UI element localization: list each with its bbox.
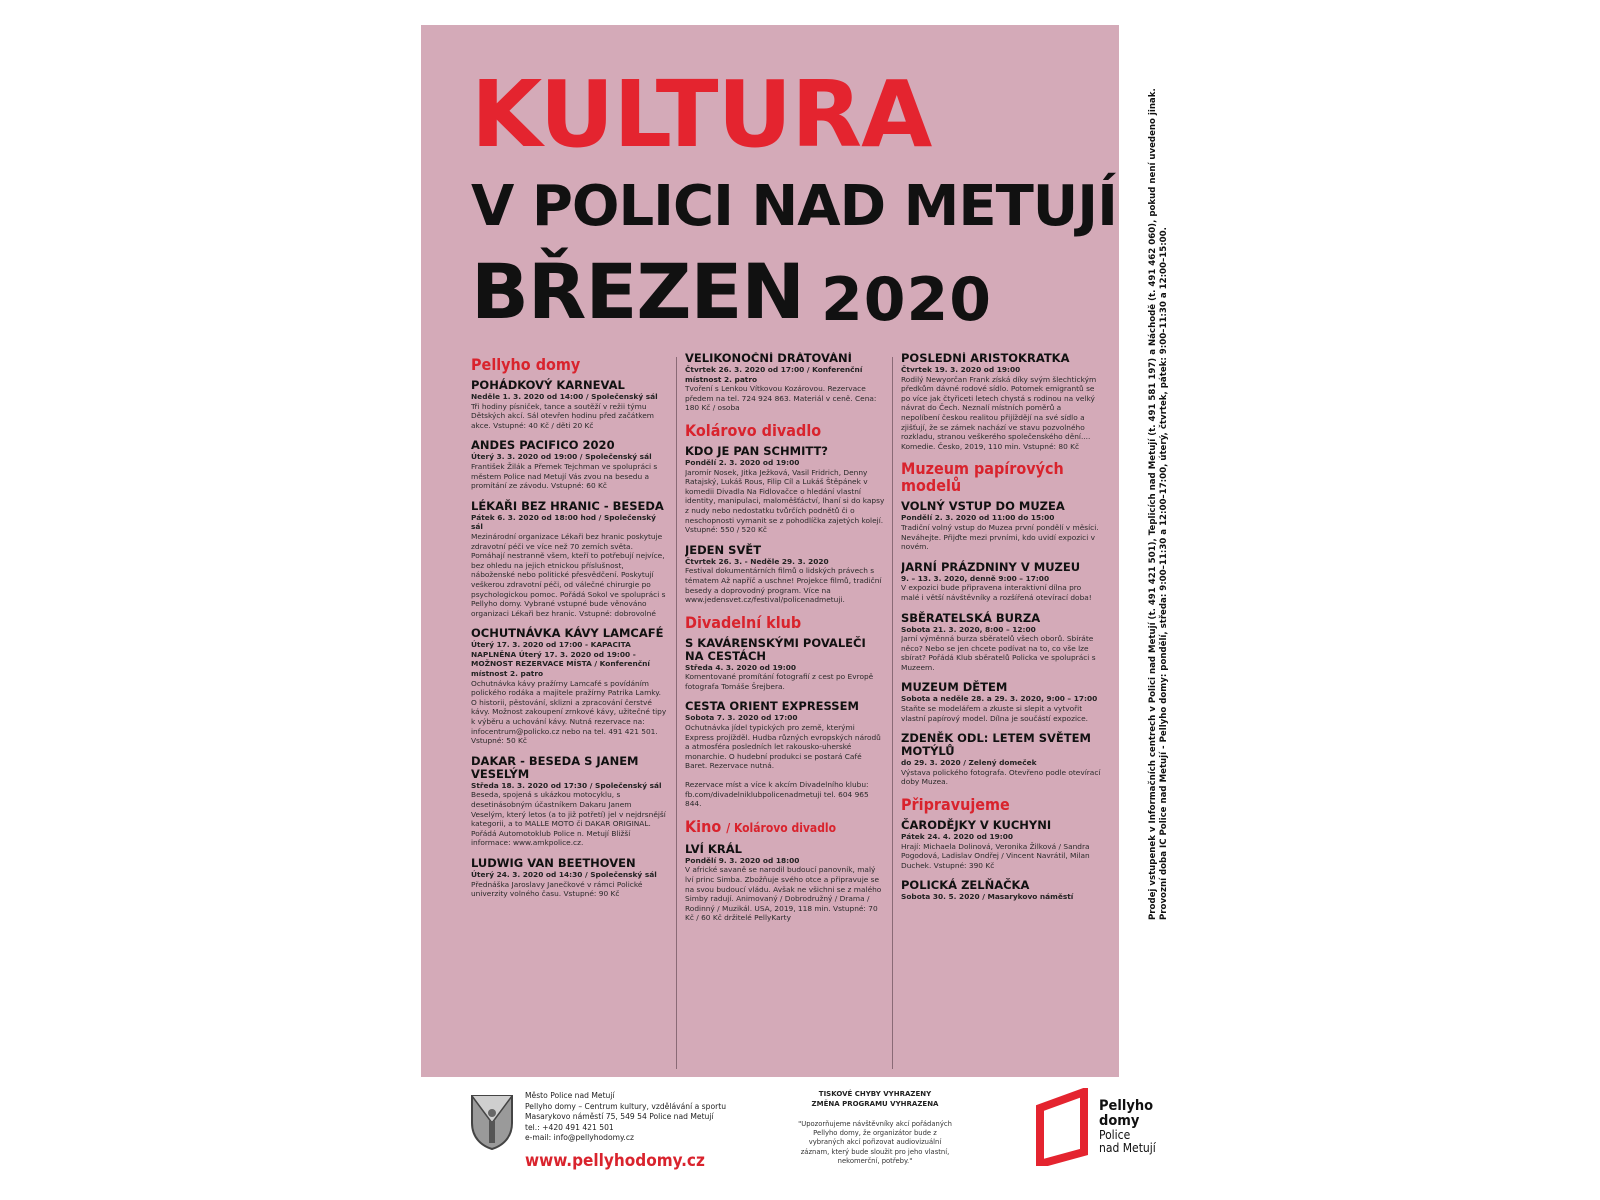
event-text: František Žilák a Přemek Tejchman ve spolupráci s městem Police nad Metují Vás zvou na besedu a promítání ze závodu. Vstupné: 60 Kč: [471, 461, 658, 491]
event: [901, 819, 1101, 870]
city-crest-icon: [469, 1093, 515, 1151]
column-pellyho-domy: [471, 352, 667, 1072]
event-meta: Středa 4. 3. 2020 od 19:00: [685, 662, 797, 672]
event-title: DAKAR - BESEDA S JANEM VESELÝM: [471, 753, 639, 781]
event-text: Festival dokumentárních filmů o lidských právech s tématem Až napříč a uschne! Projekce filmů, tradiční besedy a doprovodný program. Více na www.jedensvet.cz/festival/policenadmetuji.: [685, 566, 882, 605]
event: [901, 879, 1101, 902]
event: [685, 637, 885, 692]
side-line-1: Prodej vstupenek v Informačních centrech v Polici nad Metují (t. 491 421 501), Teplicích nad Metují (t. 491 581 197) a Náchodě (t. 491 462 060), pokud není uvedeno jinak.: [1148, 88, 1158, 920]
event: [685, 700, 885, 771]
event-meta: do 29. 3. 2020 / Zelený domeček: [901, 758, 1037, 768]
club-note: Rezervace míst a více k akcím Divadelního klubu: fb.com/divadelniklubpolicenadmetuji tel. 604 965 844.: [685, 780, 869, 809]
side-line-2: Provozní doba IC Police nad Metují - Pellyho domy: pondělí, středa: 9:00–11:30 a 12:00–17:00, úterý, čtvrtek, pátek: 9:00–11:30 a 12:00–15:00.: [1159, 227, 1169, 920]
event-meta: Úterý 3. 3. 2020 od 19:00 / Společenský sál: [471, 452, 652, 462]
column-divider: [676, 357, 677, 1069]
event-meta: Sobota 21. 3. 2020, 8:00 – 12:00: [901, 624, 1036, 634]
event: [471, 627, 667, 746]
event-meta: Čtvrtek 26. 3. - Neděle 29. 3. 2020: [685, 556, 829, 566]
event-title: ZDENĚK ODL: LETEM SVĚTEM MOTÝLŮ: [901, 731, 1091, 759]
event: [901, 561, 1101, 603]
address-line: tel.: +420 491 421 501: [525, 1122, 614, 1132]
event-meta: Pátek 24. 4. 2020 od 19:00: [901, 832, 1014, 842]
event-text: Výstava polického fotografa. Otevřeno podle otevírací doby Muzea.: [901, 767, 1101, 787]
event-meta: Sobota 7. 3. 2020 od 17:00: [685, 713, 798, 723]
event-text: Komentované promítání fotografií z cest po Evropě fotografa Tomáše Šrejbera.: [685, 672, 874, 691]
event-meta: Sobota 30. 5. 2020 / Masarykovo náměstí: [901, 892, 1074, 902]
event-meta: 9. – 13. 3. 2020, denně 9:00 – 17:00: [901, 573, 1050, 583]
event-text: Jarní výměnná burza sběratelů všech oborů. Sbíráte něco? Nebo se jen chcete podívat na to, co vše lze sbírat? Pořádá Klub sběratelů Policka ve spolupráci s Muzeem.: [901, 634, 1096, 672]
logo-line: Police: [1099, 1128, 1131, 1142]
section-heading: Kolárovo divadlo: [685, 420, 822, 440]
logo-line: Pellyho: [1099, 1098, 1154, 1114]
event: [471, 500, 667, 619]
event-meta: Sobota a neděle 28. a 29. 3. 2020, 9:00 – 17:00: [901, 694, 1098, 704]
event: [685, 544, 885, 605]
pellyho-domy-logo-text: [1099, 1099, 1156, 1155]
event-meta: Úterý 17. 3. 2020 od 17:00 - KAPACITA NAPLNĚNA Úterý 17. 3. 2020 od 19:00 - MOŽNOST REZERVACE MÍSTA / Konferenční místnost 2. patro: [471, 640, 650, 679]
event-meta: Pondělí 2. 3. 2020 od 19:00: [685, 457, 800, 467]
title-place: V POLICI NAD METUJÍ: [471, 174, 1117, 239]
column-right: [901, 352, 1101, 1072]
event-title: ČARODĚJKY V KUCHYNI: [901, 818, 1052, 833]
event-text: Staňte se modelářem a zkuste si slepit a vytvořit vlastní papírový model. Dílna je součástí expozice.: [901, 704, 1088, 723]
event-meta: Pátek 6. 3. 2020 od 18:00 hod / Společenský sál: [471, 512, 656, 532]
event-title: POSLEDNÍ ARISTOKRATKA: [901, 352, 1070, 365]
event-title: SBĚRATELSKÁ BURZA: [901, 610, 1041, 625]
event: [901, 612, 1101, 673]
event-meta: Úterý 24. 3. 2020 od 14:30 / Společenský sál: [471, 869, 657, 879]
event-title: ANDES PACIFICO 2020: [471, 438, 615, 453]
event-title: S KAVÁRENSKÝMI POVALEČI NA CESTÁCH: [685, 635, 866, 663]
footer-address: [525, 1091, 755, 1144]
event-meta: Středa 18. 3. 2020 od 17:30 / Společenský sál: [471, 780, 662, 790]
event-text: Beseda, spojená s ukázkou motocyklu, s desetinásobným účastníkem Dakaru Janem Veselým, který letos (a to již potřetí) jel v nejdrsnější kategorii, a to MALLE MOTO či DAKAR ORIGINAL. Pořádá Automotoklub Police n. Metují Bližší informace: www.amkpolice.cz.: [471, 790, 666, 848]
column-divider: [892, 357, 893, 1069]
event-title: CESTA ORIENT EXPRESSEM: [685, 699, 859, 714]
event: [685, 843, 885, 923]
event-title: JARNÍ PRÁZDNINY V MUZEU: [901, 559, 1081, 574]
section-heading: [685, 818, 885, 837]
event: [901, 352, 1101, 451]
poster: [421, 25, 1119, 1077]
event-title: LÉKAŘI BEZ HRANIC - BESEDA: [471, 498, 664, 513]
event-title: POLICKÁ ZELŇAČKA: [901, 878, 1030, 893]
address-line: Město Police nad Metují: [525, 1091, 615, 1100]
recording-notice: "Upozorňujeme návštěvníky akcí pořádaných Pellyho domy, že organizátor bude z vybraných akcí pořizovat audiovizuální záznam, který bude sloužit pro jeho vlastní, nekomerční, potřeby.": [798, 1120, 952, 1165]
event-meta: Čtvrtek 19. 3. 2020 od 19:00: [901, 365, 1021, 374]
event-text: Tři hodiny písniček, tance a soutěží v režii týmu Dětských akcí. Sál otevřen hodinu před začátkem akce. Vstupné: 40 Kč / děti 20 Kč: [471, 401, 655, 430]
section-subheading: / Kolárovo divadlo: [726, 820, 837, 835]
event-title: MUZEUM DĚTEM: [901, 680, 1008, 695]
event-title: VELIKONOČNÍ DRÁTOVÁNÍ: [685, 352, 852, 365]
address-line: e-mail: info@pellyhodomy.cz: [525, 1133, 635, 1142]
address-line: Masarykovo náměstí 75, 549 54 Police nad Metují: [525, 1112, 714, 1121]
event: [471, 439, 667, 490]
event-text: Ochutnávka jídel typických pro země, kterými Express projížděl. Hudba různých evropských národů a atmosféra posledních let rakousko-uherské monarchie. O hudební produkci se postará Café Baret. Rezervace nutná.: [685, 723, 881, 771]
event-title: LVÍ KRÁL: [685, 841, 742, 856]
section-heading-kino: Kino: [685, 816, 722, 836]
event-text: Ochutnávka kávy pražírny Lamcafé s povídáním polického rodáka a majitele pražírny Patrika Lamky. O historii, pěstování, sklizni a zpracování čerstvé kávy. Možnost zakoupení zrnkové kávy, užitečné tipy k výběru a uchování kávy. Nutná rezervace na: infocentrum@policko.cz nebo na tel. 491 421 501. Vstupné: 50 Kč: [471, 678, 667, 746]
event-meta: Pondělí 2. 3. 2020 od 11:00 do 15:00: [901, 513, 1055, 523]
event-title: POHÁDKOVÝ KARNEVAL: [471, 378, 625, 392]
event-text: Hrají: Michaela Dolinová, Veronika Žilková / Sandra Pogodová, Ladislav Ondřej / Vincent Navrátil, Milan Duchek. Vstupné: 390 Kč: [901, 841, 1090, 870]
section-heading: Divadelní klub: [685, 612, 802, 632]
event: [685, 352, 885, 413]
disclaimer-title: [800, 1090, 950, 1109]
side-ticket-info: [1148, 20, 1170, 920]
website-link[interactable]: www.pellyhodomy.cz: [525, 1151, 705, 1171]
disclaimer-line: TISKOVÉ CHYBY VYHRAZENY: [818, 1090, 932, 1098]
event-meta: Čtvrtek 26. 3. 2020 od 17:00 / Konferenční místnost 2. patro: [685, 365, 863, 384]
event-meta: Pondělí 9. 3. 2020 od 18:00: [685, 855, 800, 865]
event: [901, 681, 1101, 723]
title-kultura: KULTURA: [471, 61, 932, 168]
event-text: Rodilý Newyorčan Frank získá díky svým šlechtickým předkům dávné rodové sídlo. Potomek emigrantů se po více jak čtyřiceti letech chystá s rodinou na velký návrat do Čech. Neznalí místních poměrů a nepolíbení českou realitou přijíždějí na své sídlo a zjišťují, že se zámek nachází ve stavu pozvolného rozkladu, stranou veškerého společenského dění.... Komedie. Česko, 2019, 110 min. Vstupné: 80 Kč: [901, 374, 1097, 451]
event: [901, 732, 1101, 787]
event-text: Přednáška Jaroslavy Janečkové v rámci Polické univerzity volného času. Vstupné: 90 Kč: [471, 879, 643, 899]
event-text: Tvoření s Lenkou Vítkovou Kozárovou. Rezervace předem na tel. 724 924 863. Materiál v ceně. Cena: 180 Kč / osoba: [685, 384, 877, 413]
event: [471, 755, 667, 848]
event-title: KDO JE PAN SCHMITT?: [685, 443, 828, 458]
title-month: BŘEZEN: [471, 247, 804, 336]
address-line: Pellyho domy – Centrum kultury, vzdělávání a sportu: [525, 1101, 727, 1111]
event-text: Jaromír Nosek, Jitka Ježková, Vasil Fridrich, Denny Ratajský, Lukáš Rous, Filip Cíl a Lukáš Štěpánek v komedii Divadla Na Fidlovačce o hledání vlastní identity, manipulaci, maloměšťáctví, lhaní si do kapsy z nudy nebo nedostatku tvůrčích podnětů či o neschopnosti vymanit se z pohodlíčka zajetých kolejí. Vstupné: 550 / 520 Kč: [685, 467, 885, 535]
event-meta: Neděle 1. 3. 2020 od 14:00 / Společenský sál: [471, 392, 658, 401]
event-text: V africké savaně se narodil budoucí panovník, malý lví princ Simba. Zbožňuje svého otce a připravuje se na svou budoucí vládu. Avšak ne všichni se z malého Simby radují. Animovaný / Dobrodružný / Drama / Rodinný / Muzikál. USA, 2019, 118 min. Vstupné: 70 Kč / 60 Kč držitelé PellyKarty: [685, 865, 882, 923]
event: [471, 857, 667, 899]
event-text: Mezinárodní organizace Lékaři bez hranic poskytuje zdravotní péči ve více než 70 zemích světa. Pomáhají nestranně všem, kteří to potřebují nejvíce, bez ohledu na jejich etnickou příslušnost, náboženské nebo politické přesvědčení. Poskytují veškerou zdravotní péči, od válečné chirurgie po psychologickou pomoc. Pořádá Sokol ve spolupráci s Pellyho domy. Vybrané vstupné bude věnováno organizaci Lékaři bez hranic. Vstupné: dobrovolné: [471, 531, 666, 618]
event: [901, 500, 1101, 551]
logo-line: domy: [1099, 1113, 1140, 1129]
section-heading: Muzeum papírových modelů: [901, 459, 1064, 496]
event-title: VOLNÝ VSTUP DO MUZEA: [901, 499, 1065, 514]
event-title: LUDWIG VAN BEETHOVEN: [471, 855, 636, 870]
section-heading: Pellyho domy: [471, 355, 581, 374]
event: [471, 379, 667, 430]
pellyho-domy-logo-icon: [1034, 1088, 1090, 1166]
event-text: Tradiční volný vstup do Muzea první pondělí v měsíci. Neváhejte. Přijďte mezi prvními, kdo uvidí expozici v novém.: [901, 522, 1099, 552]
event-text: V expozici bude připravena interaktivní dílna pro malé i větší návštěvníky a rozšířená otevírací doba!: [901, 583, 1092, 602]
logo-line: nad Metují: [1099, 1141, 1156, 1155]
event: [685, 445, 885, 535]
section-heading: Připravujeme: [901, 795, 1010, 815]
title-year: 2020: [821, 265, 992, 335]
disclaimer-line: ZMĚNA PROGRAMU VYHRAZENA: [811, 1099, 939, 1108]
event-title: JEDEN SVĚT: [685, 542, 762, 557]
column-middle: [685, 352, 885, 1072]
event-title: OCHUTNÁVKA KÁVY LAMCAFÉ: [471, 626, 664, 641]
